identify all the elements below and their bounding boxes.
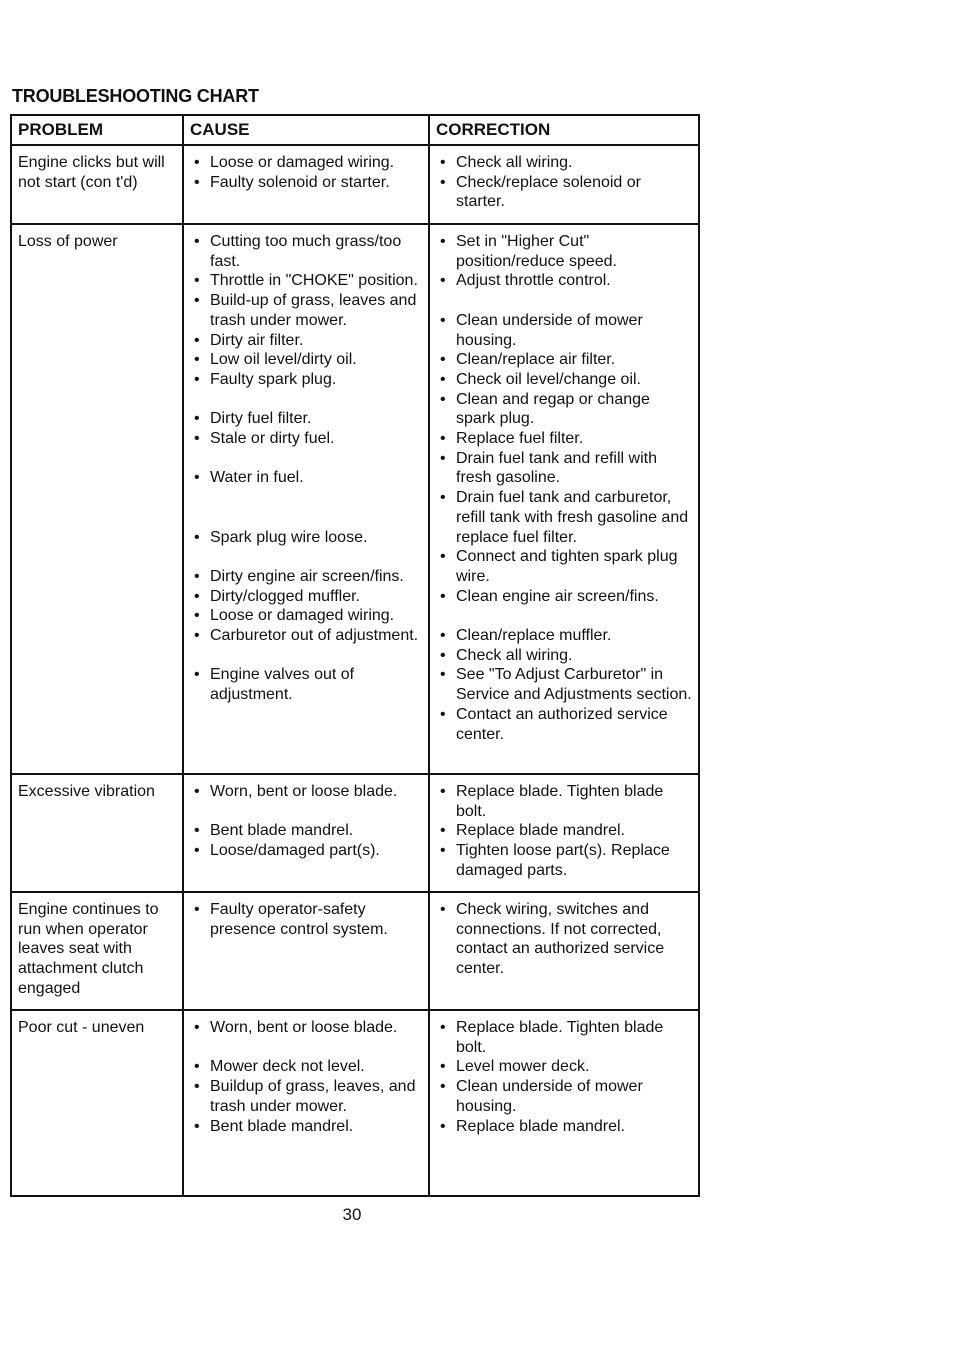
cause-item: • Bent blade mandrel. bbox=[190, 1117, 422, 1137]
cause-item: • Buildup of grass, leaves, and trash under mower. bbox=[190, 1077, 422, 1116]
correction-item: • Check wiring, switches and connections. If not corrected, contact an authorized service center. bbox=[436, 900, 692, 979]
cause-item: • Water in fuel. bbox=[190, 468, 422, 488]
correction-item: • Replace blade mandrel. bbox=[436, 821, 692, 841]
cause-item: • Loose/damaged part(s). bbox=[190, 841, 422, 861]
correction-item: • Clean and regap or change spark plug. bbox=[436, 390, 692, 429]
cause-list bbox=[190, 232, 422, 705]
header-row bbox=[11, 115, 699, 145]
problem-cell: Excessive vibration bbox=[11, 774, 183, 892]
correction-list bbox=[436, 1018, 692, 1136]
cause-cell bbox=[183, 1010, 429, 1196]
cause-item: • Build-up of grass, leaves and trash under mower. bbox=[190, 291, 422, 330]
correction-cell bbox=[429, 892, 699, 1010]
correction-cell bbox=[429, 774, 699, 892]
table-body bbox=[11, 145, 699, 1196]
cause-item: • Bent blade mandrel. bbox=[190, 821, 422, 841]
problem-cell: Engine clicks but will not start (con t'd) bbox=[11, 145, 183, 224]
correction-list bbox=[436, 153, 692, 212]
correction-item: • Clean engine air screen/fins. bbox=[436, 587, 692, 607]
cause-item: • Stale or dirty fuel. bbox=[190, 429, 422, 449]
problem-cell: Loss of power bbox=[11, 224, 183, 774]
page-number: 30 bbox=[342, 1205, 362, 1224]
cause-item: • Carburetor out of adjustment. bbox=[190, 626, 422, 646]
cause-list bbox=[190, 1018, 422, 1136]
correction-cell bbox=[429, 1010, 699, 1196]
correction-list bbox=[436, 232, 692, 744]
correction-item: • Set in "Higher Cut" position/reduce speed. bbox=[436, 232, 692, 271]
cause-item: • Worn, bent or loose blade. bbox=[190, 782, 422, 802]
cause-item: • Throttle in "CHOKE" position. bbox=[190, 271, 422, 291]
header-problem: PROBLEM bbox=[11, 115, 183, 145]
cause-item: • Faulty spark plug. bbox=[190, 370, 422, 390]
correction-item: • Clean underside of mower housing. bbox=[436, 311, 692, 350]
correction-item: • Check all wiring. bbox=[436, 646, 692, 666]
correction-item: • Drain fuel tank and refill with fresh gasoline. bbox=[436, 449, 692, 488]
cause-item: • Faulty operator-safety presence control system. bbox=[190, 900, 422, 939]
cause-item: • Dirty/clogged muffler. bbox=[190, 587, 422, 607]
correction-item: • Clean/replace air filter. bbox=[436, 350, 692, 370]
cause-item: • Mower deck not level. bbox=[190, 1057, 422, 1077]
cause-item: • Dirty fuel filter. bbox=[190, 409, 422, 429]
cause-item: • Dirty engine air screen/fins. bbox=[190, 567, 422, 587]
correction-item: • Connect and tighten spark plug wire. bbox=[436, 547, 692, 586]
correction-item: • Clean/replace muffler. bbox=[436, 626, 692, 646]
cause-list bbox=[190, 153, 422, 192]
cause-cell bbox=[183, 224, 429, 774]
header-cause: CAUSE bbox=[183, 115, 429, 145]
cause-item: • Low oil level/dirty oil. bbox=[190, 350, 422, 370]
correction-item: • Check/replace solenoid or starter. bbox=[436, 173, 692, 212]
correction-item: • Tighten loose part(s). Replace damaged parts. bbox=[436, 841, 692, 880]
correction-item: • See "To Adjust Carburetor" in Service and Adjustments section. bbox=[436, 665, 692, 704]
cause-item: • Faulty solenoid or starter. bbox=[190, 173, 422, 193]
table-row bbox=[11, 224, 699, 774]
correction-cell bbox=[429, 145, 699, 224]
correction-item: • Contact an authorized service center. bbox=[436, 705, 692, 744]
cause-item: • Loose or damaged wiring. bbox=[190, 153, 422, 173]
cause-item: • Engine valves out of adjustment. bbox=[190, 665, 422, 704]
correction-list bbox=[436, 782, 692, 881]
cause-item: • Cutting too much grass/too fast. bbox=[190, 232, 422, 271]
correction-item: • Replace blade. Tighten blade bolt. bbox=[436, 1018, 692, 1057]
correction-item: • Check all wiring. bbox=[436, 153, 692, 173]
chart-title: TROUBLESHOOTING CHART bbox=[12, 86, 259, 106]
cause-item: • Loose or damaged wiring. bbox=[190, 606, 422, 626]
troubleshooting-table bbox=[10, 114, 700, 1197]
correction-item: • Clean underside of mower housing. bbox=[436, 1077, 692, 1116]
correction-item: • Drain fuel tank and carburetor, refill tank with fresh gasoline and replace fuel filter. bbox=[436, 488, 692, 547]
correction-item: • Replace blade. Tighten blade bolt. bbox=[436, 782, 692, 821]
correction-item: • Check oil level/change oil. bbox=[436, 370, 692, 390]
correction-cell bbox=[429, 224, 699, 774]
correction-item: • Adjust throttle control. bbox=[436, 271, 692, 291]
cause-cell bbox=[183, 892, 429, 1010]
header-correction: CORRECTION bbox=[429, 115, 699, 145]
cause-cell bbox=[183, 145, 429, 224]
correction-list bbox=[436, 900, 692, 979]
table-row bbox=[11, 1010, 699, 1196]
cause-cell bbox=[183, 774, 429, 892]
problem-cell: Poor cut - uneven bbox=[11, 1010, 183, 1196]
correction-item: • Replace blade mandrel. bbox=[436, 1117, 692, 1137]
cause-list bbox=[190, 782, 422, 861]
problem-cell: Engine continues to run when operator leaves seat with attachment clutch engaged bbox=[11, 892, 183, 1010]
table-row bbox=[11, 145, 699, 224]
cause-item: • Spark plug wire loose. bbox=[190, 528, 422, 548]
cause-item: • Dirty air filter. bbox=[190, 331, 422, 351]
cause-list bbox=[190, 900, 422, 939]
cause-item: • Worn, bent or loose blade. bbox=[190, 1018, 422, 1038]
correction-item: • Level mower deck. bbox=[436, 1057, 692, 1077]
correction-item: • Replace fuel filter. bbox=[436, 429, 692, 449]
table-row bbox=[11, 892, 699, 1010]
table-row bbox=[11, 774, 699, 892]
